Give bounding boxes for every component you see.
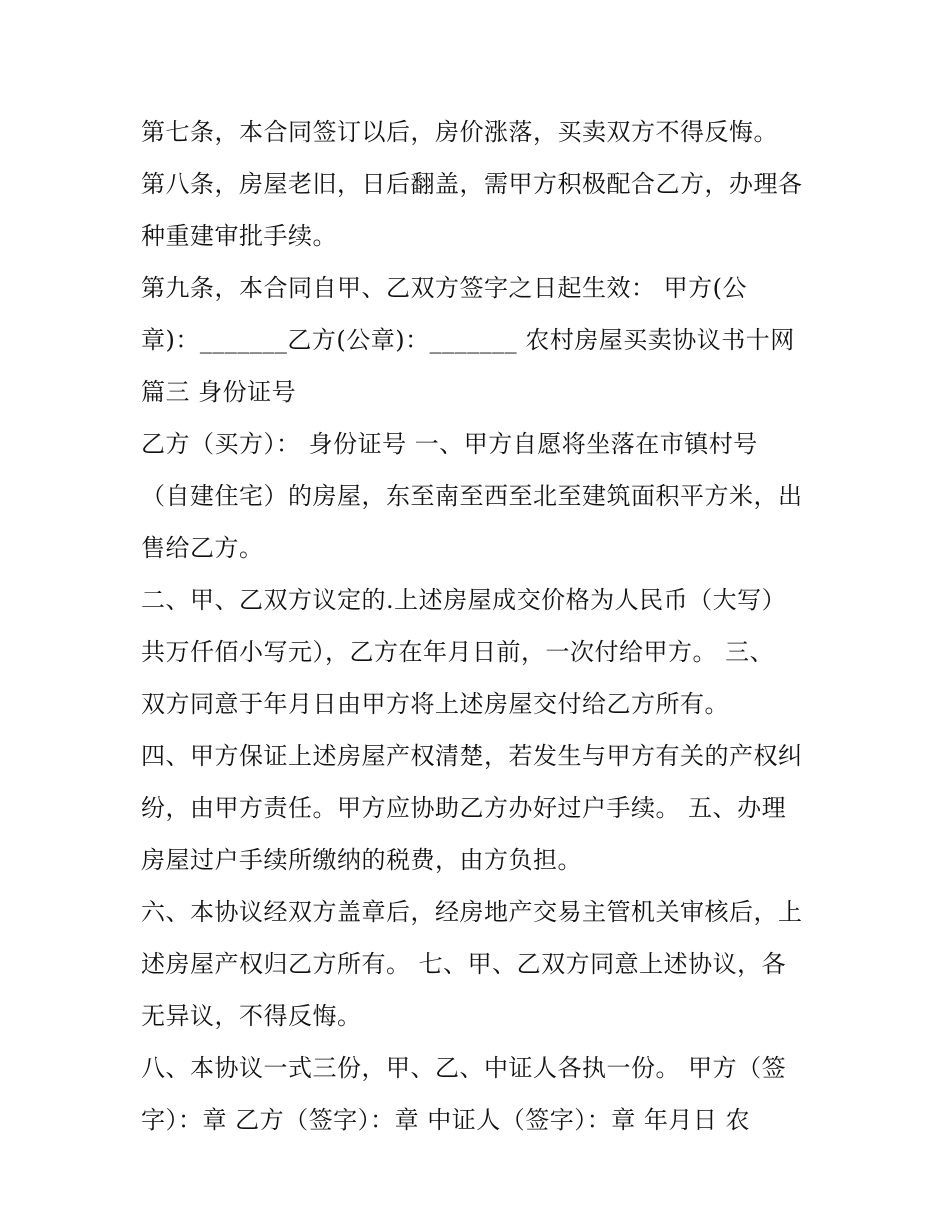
- text-line-6: 篇三 身份证号: [141, 378, 297, 406]
- text-line-4: 第九条，本合同自甲、乙双方签字之日起生效： 甲方(公: [141, 274, 747, 302]
- text-line-14: 纷，由甲方责任。甲方应协助乙方办好过户手续。 五、办理: [141, 794, 787, 822]
- text-line-5: 章)：_______乙方(公章)：_______ 农村房屋买卖协议书十网: [141, 326, 795, 354]
- contract-text: [141, 106, 821, 1146]
- text-line-2: 第八条，房屋老旧，日后翻盖，需甲方积极配合乙方，办理各: [141, 170, 803, 198]
- text-line-9: 售给乙方。: [141, 534, 264, 562]
- text-line-8: （自建住宅）的房屋，东至南至西至北至建筑面积平方米，出: [141, 482, 803, 510]
- text-line-7: 乙方（买方）： 身份证号 一、甲方自愿将坐落在市镇村号: [141, 430, 758, 458]
- text-line-16: 六、本协议经双方盖章后，经房地产交易主管机关审核后，上: [141, 898, 803, 926]
- text-line-15: 房屋过户手续所缴纳的税费，由方负担。: [141, 846, 582, 874]
- text-line-11: 共万仟佰小写元），乙方在年月日前，一次付给甲方。 三、: [141, 638, 775, 666]
- text-line-12: 双方同意于年月日由甲方将上述房屋交付给乙方所有。: [141, 690, 729, 718]
- text-line-20: 字）：章 乙方（签字）：章 中证人（签字）：章 年月日 农: [141, 1106, 751, 1134]
- text-line-18: 无异议，不得反悔。: [141, 1002, 362, 1030]
- text-line-17: 述房屋产权归乙方所有。 七、甲、乙双方同意上述协议，各: [141, 950, 787, 978]
- text-line-10: 二、甲、乙双方议定的.上述房屋成交价格为人民币（大写）: [141, 586, 787, 614]
- text-line-1: 第七条，本合同签订以后，房价涨落，买卖双方不得反悔。: [141, 118, 778, 146]
- text-line-3: 种重建审批手续。: [141, 222, 337, 250]
- text-line-19: 八、本协议一式三份，甲、乙、中证人各执一份。 甲方（签: [141, 1054, 787, 1082]
- text-line-13: 四、甲方保证上述房屋产权清楚，若发生与甲方有关的产权纠: [141, 742, 803, 770]
